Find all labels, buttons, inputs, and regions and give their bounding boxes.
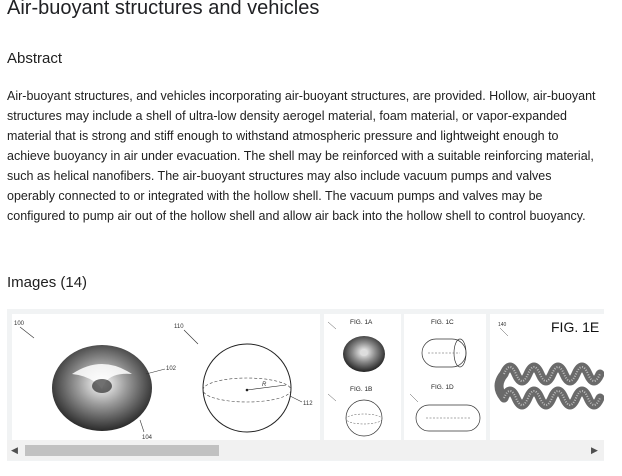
- image-carousel: [7, 309, 604, 461]
- page-title: Air-buoyant structures and vehicles: [7, 0, 320, 19]
- figure-label: FIG. 1D: [431, 384, 454, 391]
- radius-label: R: [262, 382, 267, 388]
- figure-label: FIG. 1A: [350, 319, 373, 326]
- reference-label: 100: [14, 321, 25, 327]
- reference-label: 112: [303, 401, 313, 407]
- patent-drawing-fig-1e: [490, 314, 604, 440]
- sphere-drawing: [203, 344, 291, 432]
- figure-label: FIG. 1C: [431, 319, 454, 326]
- patent-image-thumbnail-2[interactable]: [324, 314, 401, 440]
- abstract-heading: Abstract: [7, 50, 63, 67]
- abstract-text: Air-buoyant structures, and vehicles incorporating air-buoyant structures, are provided. Hollow, air-buoyant structures may include a shell of ultra-low density aerogel material, foam material, or vapor-expanded material that is strong and stiff enough to withstand atmospheric pressure and lightweight enough to achieve buoyancy in air under evacuation. The shell may be reinforced with a suitable reinforcing material, such as helical nanofibers. The air-buoyant structures may also include vacuum pumps and valves operably connected to or integrated with the hollow shell. The vacuum pumps and valves may be configured to pump air out of the hollow shell and allow air back into the hollow shell to control buoyancy.: [7, 89, 596, 223]
- reference-label: 104: [142, 435, 153, 440]
- reference-label: 110: [174, 324, 184, 330]
- patent-drawing-fig-1a-1b: [324, 314, 401, 440]
- scrollbar-thumb[interactable]: [25, 445, 219, 456]
- reference-label: 140: [498, 322, 507, 328]
- patent-image-thumbnail-1[interactable]: [12, 314, 320, 440]
- pointer-line: [20, 327, 34, 338]
- figure-label: FIG. 1B: [350, 386, 373, 393]
- images-heading: Images (14): [7, 274, 88, 291]
- patent-drawing-fig-1c-1d: [404, 314, 486, 440]
- patent-drawing-main: [12, 314, 320, 440]
- patent-image-thumbnail-3[interactable]: [404, 314, 486, 440]
- figure-label: FIG. 1E: [551, 319, 600, 335]
- reference-label: 102: [166, 366, 177, 372]
- patent-image-thumbnail-4[interactable]: [490, 314, 604, 440]
- scroll-right-arrow-icon[interactable]: ▶: [591, 445, 598, 455]
- carousel-scrollbar[interactable]: [0, 440, 604, 460]
- scroll-left-arrow-icon[interactable]: ◀: [11, 445, 18, 455]
